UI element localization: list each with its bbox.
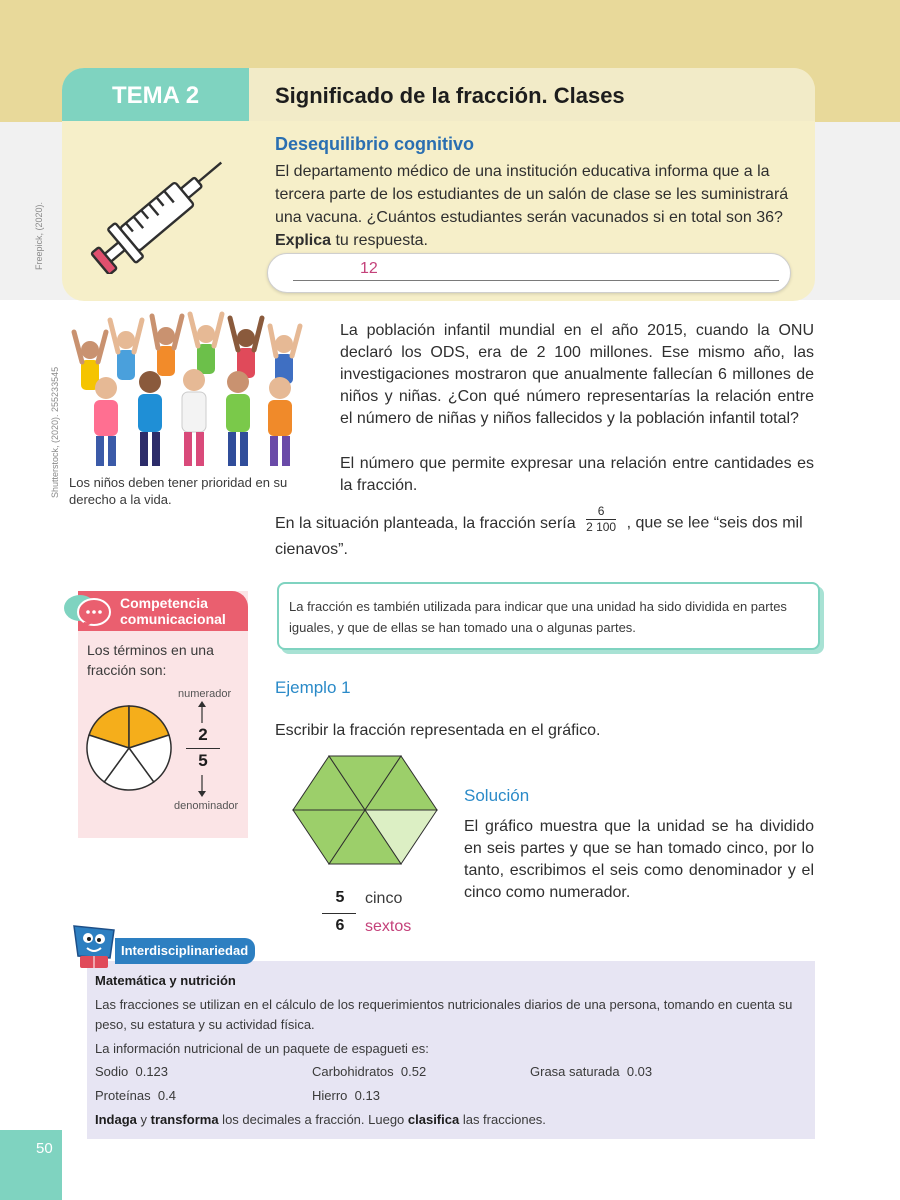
children-image-credit: Shutterstock, (2020). 255233545 <box>50 366 60 498</box>
ejemplo-denominator-word: sextos <box>365 918 412 935</box>
ejemplo-numerator: 5 <box>335 889 345 906</box>
syringe-icon <box>80 144 240 274</box>
tema-label: TEMA 2 <box>62 68 249 121</box>
solucion-title: Solución <box>464 786 530 805</box>
definition-box <box>277 582 820 650</box>
fraccion-sentence <box>275 504 815 561</box>
inter-task: Indaga y transforma los decimales a fracción. Luego clasifica las fracciones. <box>95 1112 546 1127</box>
desequilibrio-title: Desequilibrio cognitivo <box>275 134 475 154</box>
sentence-start: En la situación planteada, la fracción sería <box>275 514 576 532</box>
inline-fraction-denominator: 2 100 <box>586 520 617 534</box>
nutrient-item: Sodio 0.123 <box>95 1064 169 1079</box>
poblacion-paragraph: La población infantil mundial en el año 2015, cuando la ONU declaró los ODS, era de 2 100 millones. Ese mismo año, las investigaciones mostraron que anualmente fallecían 6 millones de niños y niñas. ¿Con qué número representarías la relación entre el número de niñas y niños fallecidos y la población infantil total? <box>340 322 814 427</box>
chat-bubble-icon <box>62 592 114 630</box>
arrow-up-icon <box>196 701 208 723</box>
ejemplo-instruction: Escribir la fracción representada en el gráfico. <box>275 722 601 739</box>
pie-fraction-diagram <box>84 703 174 793</box>
ejemplo-denominator: 6 <box>335 917 345 934</box>
interdisciplinariedad-tag: Interdisciplinariedad <box>115 938 255 964</box>
nutrient-item: Carbohidratos 0.52 <box>312 1064 427 1079</box>
book-mascot-icon <box>68 922 120 972</box>
competencia-intro: Los términos en una fracción son: <box>87 642 214 678</box>
page-number: 50 <box>36 1140 53 1157</box>
competencia-title-line2: comunicacional <box>120 611 226 627</box>
page-title: Significado de la fracción. Clases <box>275 83 625 108</box>
children-photo <box>66 310 322 476</box>
answer-line <box>293 280 779 281</box>
inline-fraction-numerator: 6 <box>586 504 616 520</box>
solucion-text: El gráfico muestra que la unidad se ha dividido en seis partes y que se han tomado cinco, por lo tanto, escribimos el seis como denominador y el cinco como numerador. <box>464 818 814 901</box>
definition-text: La fracción es también utilizada para indicar que una unidad ha sido dividida en partes iguales, y que de ellas se han tomado una o algunas partes. <box>289 599 787 635</box>
competencia-title <box>120 595 226 627</box>
hexagon-fraction-diagram <box>292 746 438 874</box>
inter-title: Matemática y nutrición <box>95 973 236 988</box>
ejemplo-title: Ejemplo 1 <box>275 678 351 697</box>
answer-field[interactable] <box>267 253 791 293</box>
competencia-fraction-bar <box>186 748 220 749</box>
denominador-label: denominador <box>174 800 239 812</box>
inter-text2: La información nutricional de un paquete de espagueti es: <box>95 1041 429 1056</box>
nutrient-item: Hierro 0.13 <box>312 1088 380 1103</box>
competencia-title-line1: Competencia <box>120 595 208 611</box>
ejemplo-fraction-bar <box>322 913 356 914</box>
ejemplo-numerator-word: cinco <box>365 890 403 907</box>
competencia-numerator: 2 <box>198 725 208 744</box>
children-group <box>74 314 300 466</box>
inline-fraction <box>586 504 616 535</box>
fraccion-definition-paragraph: El número que permite expresar una relación entre cantidades es la fracción. <box>340 455 814 494</box>
desequilibrio-question: El departamento médico de una institución educativa informa que a la tercera parte de los estudiantes de un salón de clase se les suministrará una vacuna. ¿Cuántos estudiantes serán vacunados si en total son 36? <box>275 163 789 226</box>
nutrient-item: Grasa saturada 0.03 <box>530 1064 653 1079</box>
syringe-image-credit: Freepick, (2020). <box>34 201 44 270</box>
header-card <box>62 68 815 301</box>
sentence-end: , que se lee “seis dos mil cienavos”. <box>275 514 803 558</box>
explica-rest: tu respuesta. <box>331 232 428 249</box>
interdisciplinariedad-card <box>87 961 815 1139</box>
desequilibrio-text <box>275 160 795 252</box>
competencia-denominator: 5 <box>198 751 208 770</box>
page-number-box <box>0 1130 62 1200</box>
answer-value: 12 <box>360 260 378 277</box>
inter-text1: Las fracciones se utilizan en el cálculo de los requerimientos nutricionales diarios de una persona, tomando en cuenta su peso, su estatura y su actividad física. <box>95 997 793 1032</box>
arrow-down-icon <box>196 775 208 797</box>
nutrient-item: Proteínas 0.4 <box>95 1088 176 1103</box>
explica-bold: Explica <box>275 232 332 249</box>
children-caption: Los niños deben tener prioridad en su derecho a la vida. <box>69 475 288 507</box>
numerador-label: numerador <box>178 688 232 700</box>
